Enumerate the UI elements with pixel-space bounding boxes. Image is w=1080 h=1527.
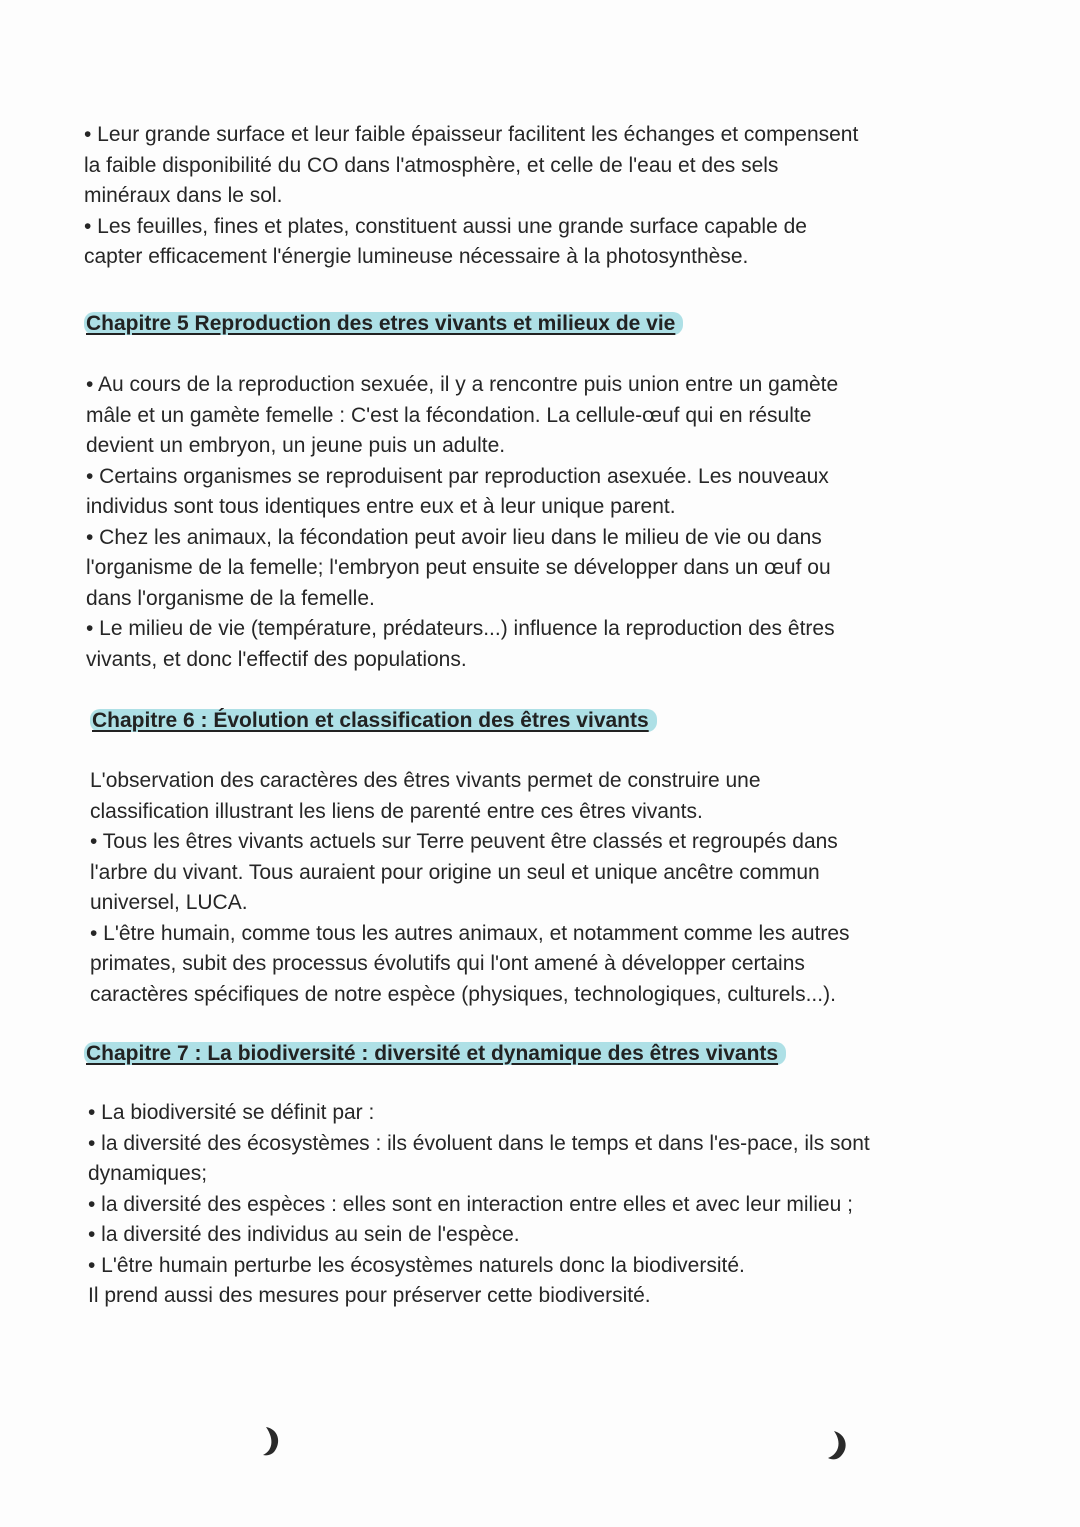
text-line: classification illustrant les liens de parenté entre ces êtres vivants. <box>90 799 703 823</box>
chapter-5-title: Chapitre 5 Reproduction des etres vivants et milieux de vie <box>84 312 683 335</box>
text-line: caractères spécifiques de notre espèce (physiques, technologiques, culturels...). <box>90 982 836 1006</box>
text-line: capter efficacement l'énergie lumineuse nécessaire à la photosynthèse. <box>84 245 749 268</box>
chapter-7-title: Chapitre 7 : La biodiversité : diversité et dynamique des êtres vivants <box>84 1042 786 1065</box>
chapter-6-heading <box>90 706 657 736</box>
text-line: L'observation des caractères des êtres vivants permet de construire une <box>90 769 761 792</box>
text-line: la faible disponibilité du CO dans l'atmosphère, et celle de l'eau et des sels <box>84 153 779 177</box>
text-line: • L'être humain, comme tous les autres animaux, et notamment comme les autres <box>90 921 850 945</box>
chapter-5-heading <box>84 309 683 339</box>
text-line: • Leur grande surface et leur faible épaisseur facilitent les échanges et compensent <box>84 123 859 146</box>
binder-hole-icon <box>260 1424 286 1458</box>
text-line: individus sont tous identiques entre eux et à leur unique parent. <box>86 495 676 518</box>
text-line: minéraux dans le sol. <box>84 184 283 207</box>
text-line: • Le milieu de vie (température, prédateurs...) influence la reproduction des êtres <box>86 617 835 640</box>
text-line: dans l'organisme de la femelle. <box>86 586 375 610</box>
text-line: • la diversité des espèces : elles sont en interaction entre elles et avec leur milieu ; <box>88 1192 853 1216</box>
text-line: • Chez les animaux, la fécondation peut avoir lieu dans le milieu de vie ou dans <box>86 525 822 549</box>
text-line: • la diversité des écosystèmes : ils évoluent dans le temps et dans l'es-pace, ils sont <box>88 1131 870 1155</box>
chapter-5-body <box>86 370 956 675</box>
text-line: vivants, et donc l'effectif des populations. <box>86 647 467 671</box>
text-line: mâle et un gamète femelle : C'est la fécondation. La cellule-œuf qui en résulte <box>86 403 812 427</box>
chapter-7-body <box>88 1098 958 1312</box>
intro-paragraph <box>84 120 954 273</box>
text-line: l'arbre du vivant. Tous auraient pour origine un seul et unique ancêtre commun <box>90 860 820 884</box>
chapter-6-body <box>90 766 960 1010</box>
text-line: primates, subit des processus évolutifs qui l'ont amené à développer certains <box>90 952 805 975</box>
text-line: • Au cours de la reproduction sexuée, il y a rencontre puis union entre un gamète <box>86 373 839 396</box>
text-line: Il prend aussi des mesures pour préserver cette biodiversité. <box>88 1284 651 1307</box>
chapter-6-title: Chapitre 6 : Évolution et classification des êtres vivants <box>90 709 657 732</box>
text-line: devient un embryon, un jeune puis un adulte. <box>86 434 506 457</box>
chapter-7-heading <box>84 1039 786 1069</box>
text-line: dynamiques; <box>88 1162 208 1185</box>
text-line: • la diversité des individus au sein de l'espèce. <box>88 1223 520 1246</box>
text-line: • La biodiversité se définit par : <box>88 1101 375 1124</box>
text-line: l'organisme de la femelle; l'embryon peut ensuite se développer dans un œuf ou <box>86 556 831 579</box>
text-line: • Les feuilles, fines et plates, constituent aussi une grande surface capable de <box>84 214 807 238</box>
text-line: universel, LUCA. <box>90 891 248 914</box>
text-line: • Certains organismes se reproduisent par reproduction asexuée. Les nouveaux <box>86 464 829 488</box>
binder-hole-icon <box>826 1428 852 1462</box>
text-line: • L'être humain perturbe les écosystèmes naturels donc la biodiversité. <box>88 1253 745 1277</box>
text-line: • Tous les êtres vivants actuels sur Terre peuvent être classés et regroupés dans <box>90 830 838 853</box>
